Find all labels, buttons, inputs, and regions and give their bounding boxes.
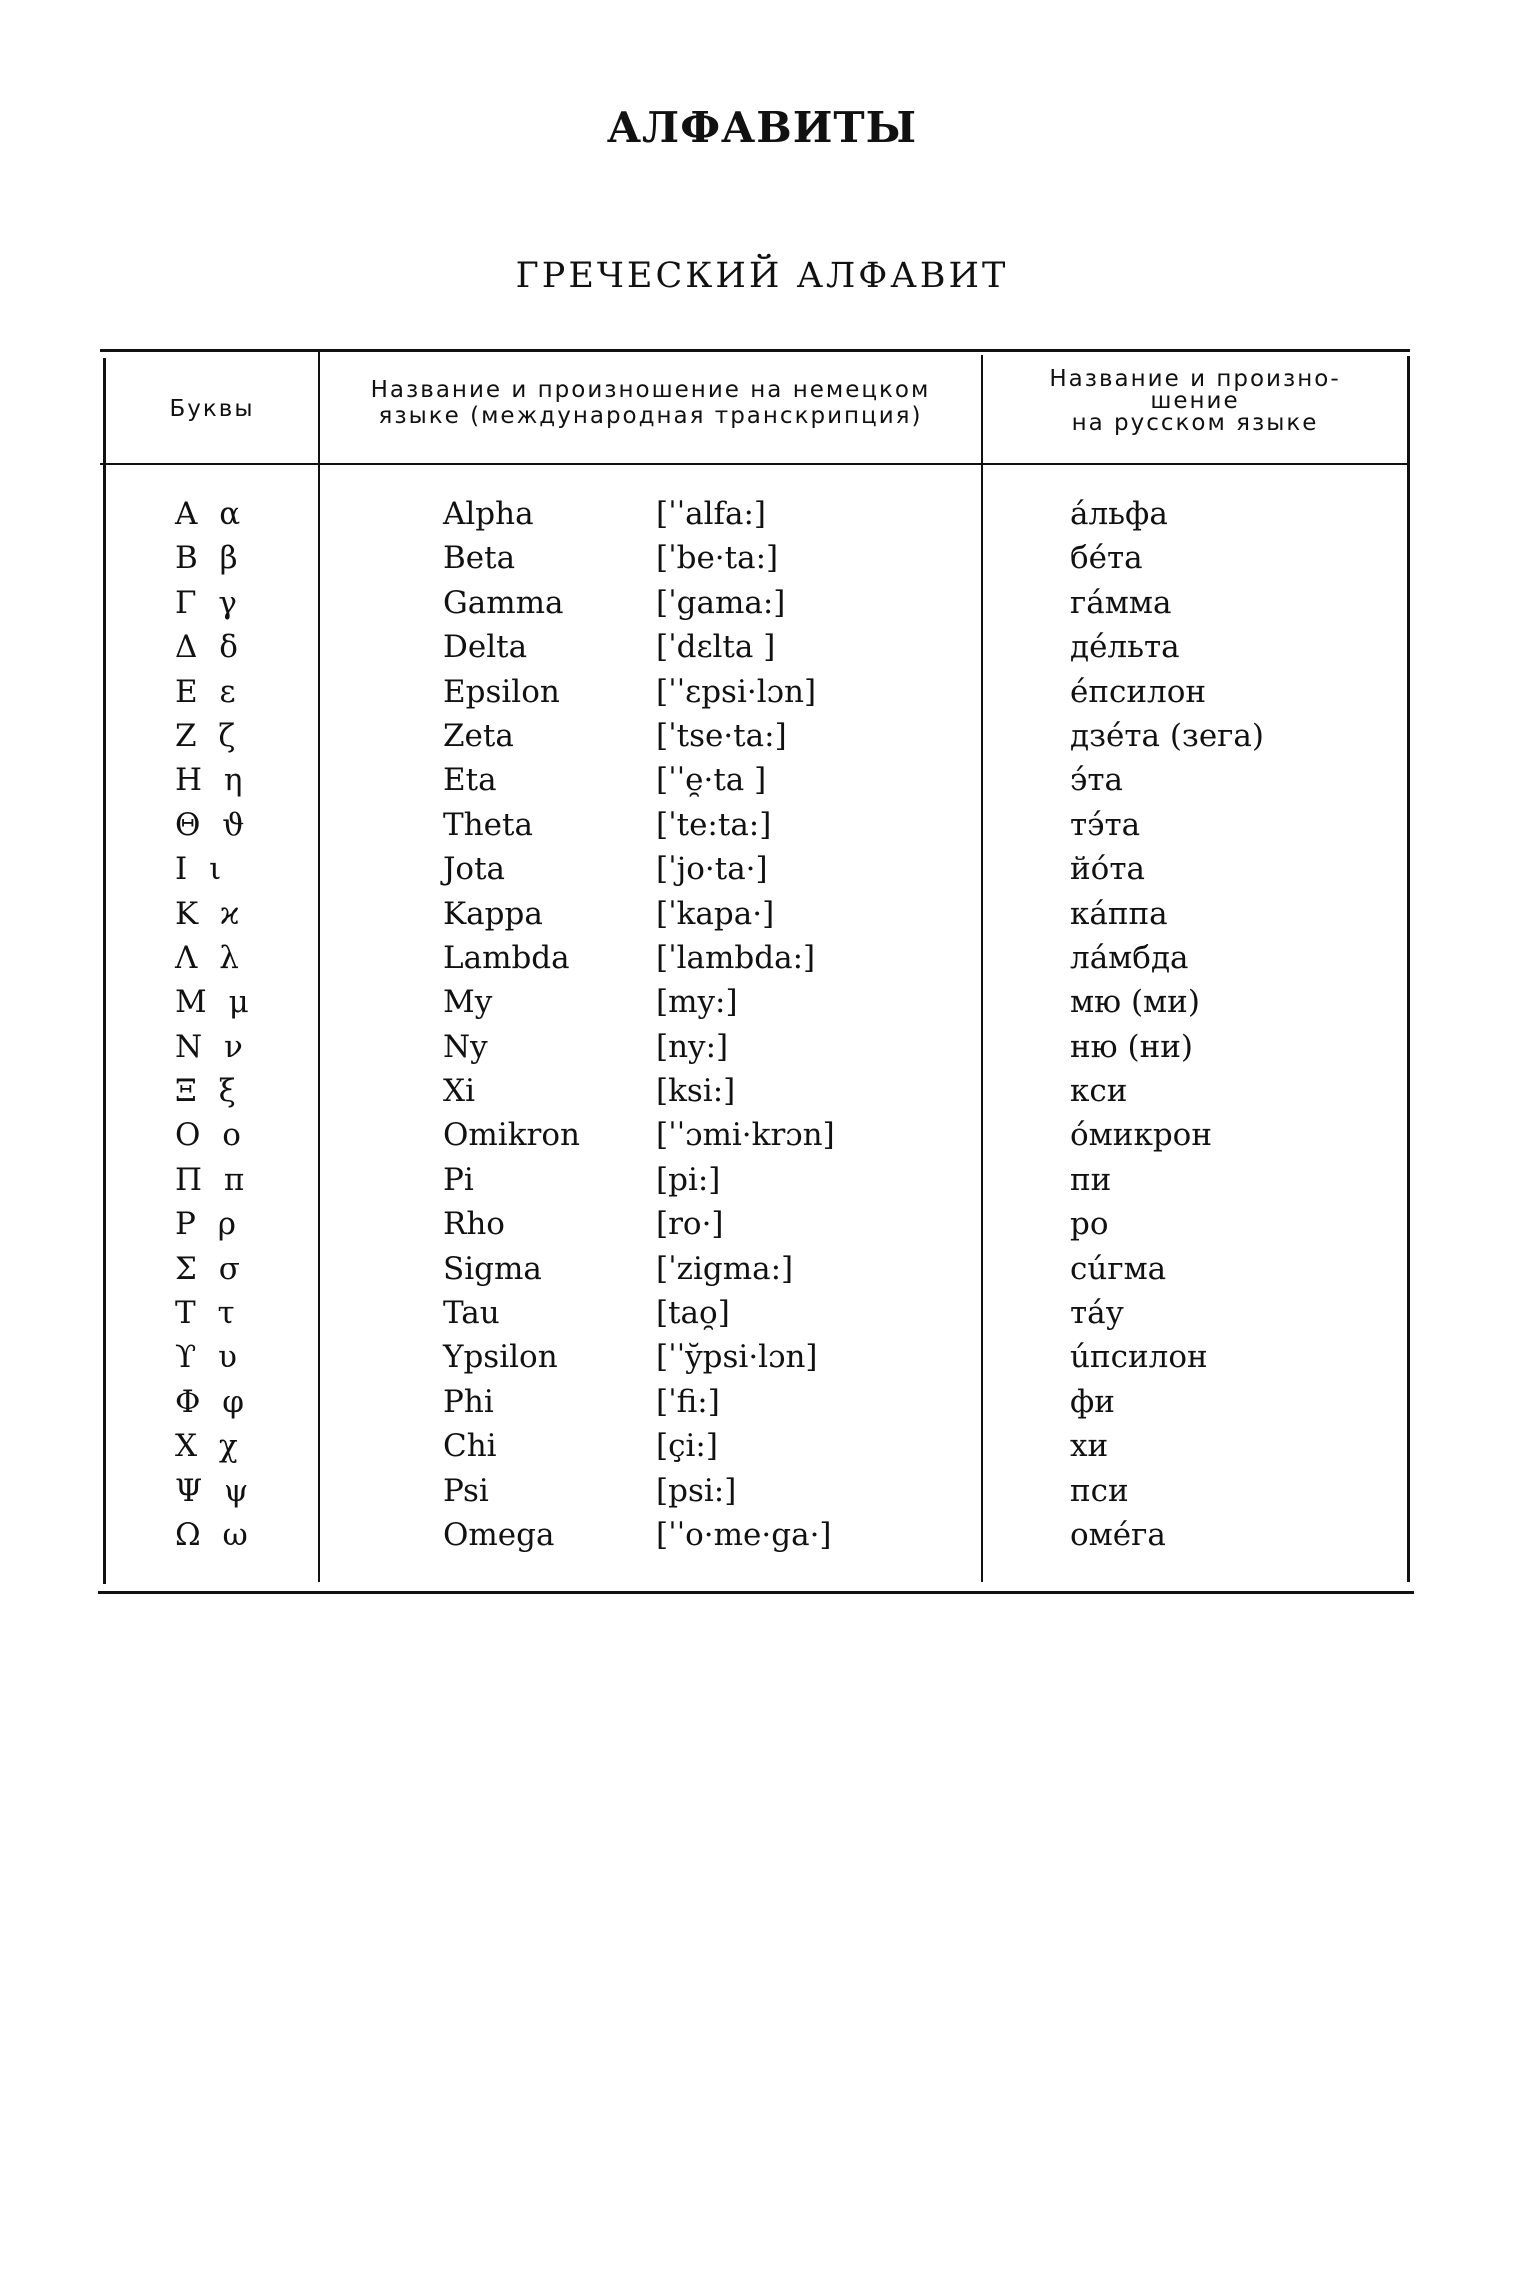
- german-name: Sigma: [443, 1250, 542, 1287]
- table-row: [0, 1247, 1524, 1291]
- russian-name: дзéта (зега): [1070, 717, 1264, 754]
- german-name: Omikron: [443, 1117, 580, 1154]
- greek-letters: Σ σ: [175, 1250, 246, 1287]
- russian-name: пи: [1070, 1161, 1112, 1198]
- table-row: [0, 1335, 1524, 1379]
- greek-letters: Ο ο: [175, 1117, 247, 1154]
- table-row: [0, 536, 1524, 580]
- ipa-transcription: [ro·]: [656, 1206, 724, 1243]
- table-row: [0, 1291, 1524, 1335]
- greek-letters: Ω ω: [175, 1516, 254, 1553]
- table-row: [0, 1513, 1524, 1557]
- german-name: Lambda: [443, 939, 570, 976]
- german-name: Xi: [443, 1073, 475, 1110]
- ipa-transcription: [ˈgama:]: [656, 584, 786, 621]
- ipa-transcription: [ˈˈɔmi·krɔn]: [656, 1117, 835, 1154]
- greek-letters: Χ χ: [175, 1428, 244, 1465]
- table-row: [0, 1424, 1524, 1468]
- greek-letters: Κ ϰ: [175, 895, 246, 932]
- ipa-transcription: [ˈjo·ta·]: [656, 851, 768, 888]
- german-name: Pi: [443, 1161, 474, 1198]
- greek-letters: Ν ν: [175, 1028, 249, 1065]
- page-title: АЛФАВИТЫ: [606, 103, 918, 152]
- russian-name: гáмма: [1070, 584, 1172, 621]
- table-row: [0, 581, 1524, 625]
- header-russian: [983, 368, 1407, 434]
- russian-name: лáмбда: [1070, 939, 1189, 976]
- russian-name: фи: [1070, 1383, 1115, 1420]
- table-bottom-rule: [98, 1591, 1414, 1594]
- german-name: Ny: [443, 1028, 488, 1065]
- greek-letters: Δ δ: [175, 629, 244, 666]
- greek-letters: Ρ ρ: [175, 1206, 242, 1243]
- header-german: [320, 377, 981, 429]
- german-name: Epsilon: [443, 673, 560, 710]
- russian-name: кси: [1070, 1073, 1128, 1110]
- ipa-transcription: [ˈˈe̯·ta ]: [656, 762, 767, 799]
- header-russian-line-3: на русском языке: [1071, 410, 1319, 436]
- table-row: [0, 492, 1524, 536]
- german-name: Jota: [443, 851, 506, 888]
- header-letters: [106, 396, 318, 422]
- russian-name: омéга: [1070, 1516, 1166, 1553]
- russian-name: э́та: [1070, 762, 1123, 799]
- ipa-transcription: [ˈlambda:]: [656, 939, 816, 976]
- german-name: Chi: [443, 1428, 497, 1465]
- greek-letters: Ι ι: [175, 851, 228, 888]
- russian-name: тáу: [1070, 1295, 1124, 1332]
- greek-letters: Ζ ζ: [175, 717, 242, 754]
- german-name: Rho: [443, 1206, 505, 1243]
- greek-letters: Τ τ: [175, 1295, 241, 1332]
- ipa-transcription: [çi:]: [656, 1428, 718, 1465]
- german-name: Alpha: [443, 496, 534, 532]
- table-row: [0, 1380, 1524, 1424]
- german-name: Gamma: [443, 584, 564, 621]
- russian-name: ро: [1070, 1206, 1109, 1243]
- ipa-transcription: [ˈfi:]: [656, 1383, 720, 1420]
- greek-letters: Π π: [175, 1161, 251, 1198]
- ipa-transcription: [ˈˈalfa:]: [656, 496, 767, 532]
- ipa-transcription: [ˈdɛlta ]: [656, 629, 776, 666]
- russian-name: дéльта: [1070, 629, 1180, 666]
- german-name: Tau: [443, 1295, 500, 1332]
- header-german-line-2: языке (международная транскрипция): [378, 403, 923, 429]
- header-german-line-1: Название и произношение на немецком: [370, 377, 931, 403]
- greek-letters: Λ λ: [175, 939, 245, 976]
- header-russian-line-2: шение: [1150, 388, 1240, 414]
- greek-letters: Μ μ: [175, 984, 255, 1021]
- russian-name: áльфа: [1070, 496, 1168, 532]
- ipa-transcription: [ksi:]: [656, 1073, 736, 1110]
- german-name: My: [443, 984, 493, 1021]
- table-body: [0, 492, 1524, 1557]
- greek-letters: Β β: [175, 540, 244, 577]
- german-name: Beta: [443, 540, 516, 577]
- german-name: Kappa: [443, 895, 543, 932]
- ipa-transcription: [psi:]: [656, 1472, 737, 1509]
- russian-name: пси: [1070, 1472, 1129, 1509]
- greek-letters: Θ ϑ: [175, 806, 251, 843]
- german-name: Theta: [443, 806, 533, 843]
- table-row: [0, 936, 1524, 980]
- header-letters-text: Буквы: [169, 396, 255, 422]
- ipa-transcription: [tao̯]: [656, 1295, 730, 1332]
- table-row: [0, 892, 1524, 936]
- russian-name: тэ́та: [1070, 806, 1141, 843]
- ipa-transcription: [pi:]: [656, 1161, 721, 1198]
- russian-name: ню (ни): [1070, 1028, 1194, 1065]
- table-row: [0, 803, 1524, 847]
- russian-name: кáппа: [1070, 895, 1168, 932]
- russian-name: хи: [1070, 1428, 1109, 1465]
- greek-letters: Ψ ψ: [175, 1472, 255, 1509]
- table-top-rule: [100, 349, 1410, 352]
- russian-name: йóта: [1070, 851, 1145, 888]
- section-title: ГРЕЧЕСКИЙ АЛФАВИТ: [515, 256, 1009, 296]
- greek-letters: Α α: [175, 496, 247, 532]
- russian-name: бéта: [1070, 540, 1143, 577]
- table-row: [0, 1113, 1524, 1157]
- german-name: Ypsilon: [443, 1339, 558, 1376]
- ipa-transcription: [ˈbe·ta:]: [656, 540, 779, 577]
- ipa-transcription: [ˈkapa·]: [656, 895, 775, 932]
- russian-name: úпсилон: [1070, 1339, 1208, 1376]
- greek-letters: ϒ υ: [175, 1339, 243, 1376]
- russian-name: сúгма: [1070, 1250, 1167, 1287]
- german-name: Omega: [443, 1516, 555, 1553]
- ipa-transcription: [my:]: [656, 984, 738, 1021]
- german-name: Zeta: [443, 717, 514, 754]
- greek-letters: Γ γ: [175, 584, 243, 621]
- greek-letters: Η η: [175, 762, 249, 799]
- table-row: [0, 625, 1524, 669]
- greek-letters: Ξ ξ: [175, 1073, 242, 1110]
- ipa-transcription: [ˈˈɛpsi·lɔn]: [656, 673, 817, 710]
- russian-name: éпсилон: [1070, 673, 1207, 710]
- greek-letters: Φ φ: [175, 1383, 250, 1420]
- greek-letters: Ε ε: [175, 673, 242, 710]
- ipa-transcription: [ˈte:ta:]: [656, 806, 772, 843]
- german-name: Eta: [443, 762, 497, 799]
- ipa-transcription: [ˈzigma:]: [656, 1250, 794, 1287]
- ipa-transcription: [ˈˈy̆psi·lɔn]: [656, 1339, 818, 1376]
- russian-name: мю (ми): [1070, 984, 1200, 1021]
- russian-name: óмикрон: [1070, 1117, 1212, 1154]
- table-row: [0, 1202, 1524, 1246]
- german-name: Delta: [443, 629, 528, 666]
- ipa-transcription: [ˈtse·ta:]: [656, 717, 787, 754]
- table-row: [0, 1469, 1524, 1513]
- ipa-transcription: [ˈˈo·me·ga·]: [656, 1516, 832, 1553]
- ipa-transcription: [ny:]: [656, 1028, 729, 1065]
- table-row: [0, 758, 1524, 802]
- table-header-rule: [100, 463, 1410, 465]
- table-row: [0, 1025, 1524, 1069]
- header-russian-line-1: Название и произно-: [1049, 366, 1341, 392]
- german-name: Phi: [443, 1383, 494, 1420]
- table-row: [0, 847, 1524, 891]
- table-row: [0, 670, 1524, 714]
- german-name: Psi: [443, 1472, 489, 1509]
- table-row: [0, 714, 1524, 758]
- table-row: [0, 1158, 1524, 1202]
- table-row: [0, 980, 1524, 1024]
- table-row: [0, 1069, 1524, 1113]
